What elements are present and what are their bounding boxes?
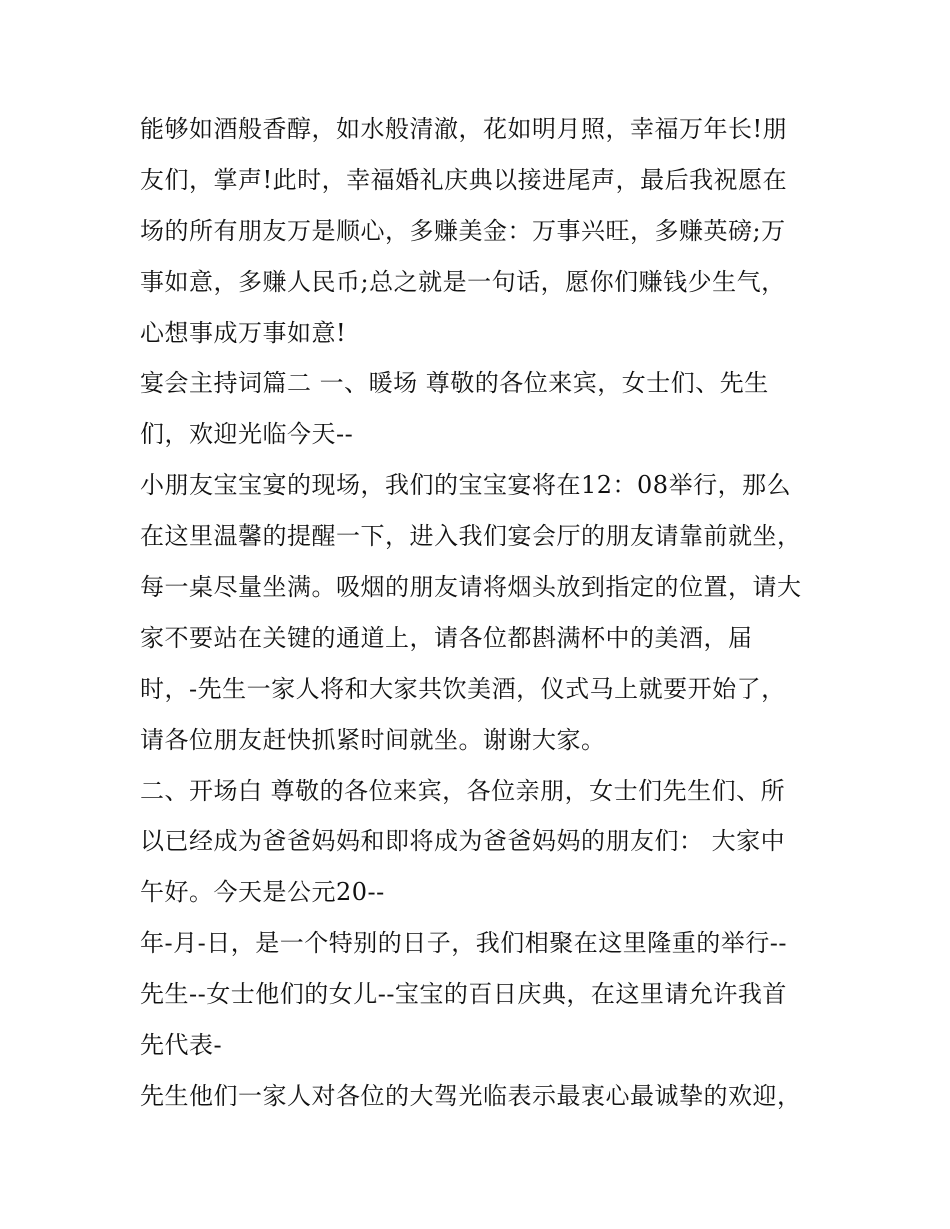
- text-line: 以已经成为爸爸妈妈和即将成为爸爸妈妈的朋友们： 大家中: [140, 827, 786, 856]
- text-line: 们，欢迎光临今天--: [140, 420, 354, 449]
- text-line: 友们，掌声!此时，幸福婚礼庆典以接进尾声，最后我祝愿在: [140, 165, 788, 194]
- text-line: 请各位朋友赶快抓紧时间就坐。谢谢大家。: [140, 725, 606, 754]
- text-line: 事如意，多赚人民币;总之就是一句话，愿你们赚钱少生气，: [140, 267, 786, 296]
- text-line: 场的所有朋友万是顺心，多赚美金：万事兴旺，多赚英磅;万: [140, 216, 786, 245]
- text-line: 先生他们一家人对各位的大驾光临表示最衷心最诚挚的欢迎，: [140, 1081, 802, 1110]
- section-heading-line: 二、开场白 尊敬的各位来宾，各位亲朋，女士们先生们、所: [140, 776, 786, 805]
- text-line: 先代表-: [140, 1031, 223, 1060]
- body-text: [140, 104, 830, 1122]
- text-line: 能够如酒般香醇，如水般清澈，花如明月照，幸福万年长!朋: [140, 115, 788, 143]
- text-line: 心想事成万事如意!: [140, 318, 347, 347]
- text-line: 在这里温馨的提醒一下，进入我们宴会厅的朋友请靠前就坐，: [140, 522, 802, 551]
- text-line: 小朋友宝宝宴的现场，我们的宝宝宴将在12：08举行，那么: [140, 471, 792, 500]
- text-line: 年-月-日，是一个特别的日子，我们相聚在这里隆重的举行--: [140, 929, 787, 958]
- text-line: 先生--女士他们的女儿--宝宝的百日庆典，在这里请允许我首: [140, 980, 787, 1009]
- text-line: 时，-先生一家人将和大家共饮美酒，仪式马上就要开始了，: [140, 674, 786, 703]
- text-line: 家不要站在关键的通道上，请各位都斟满杯中的美酒，届: [140, 623, 753, 652]
- text-line: 每一桌尽量坐满。吸烟的朋友请将烟头放到指定的位置，请大: [140, 573, 802, 602]
- text-line: 午好。今天是公元20--: [140, 878, 385, 907]
- section-heading-line: 宴会主持词篇二 一、暖场 尊敬的各位来宾，女士们、先生: [140, 369, 769, 398]
